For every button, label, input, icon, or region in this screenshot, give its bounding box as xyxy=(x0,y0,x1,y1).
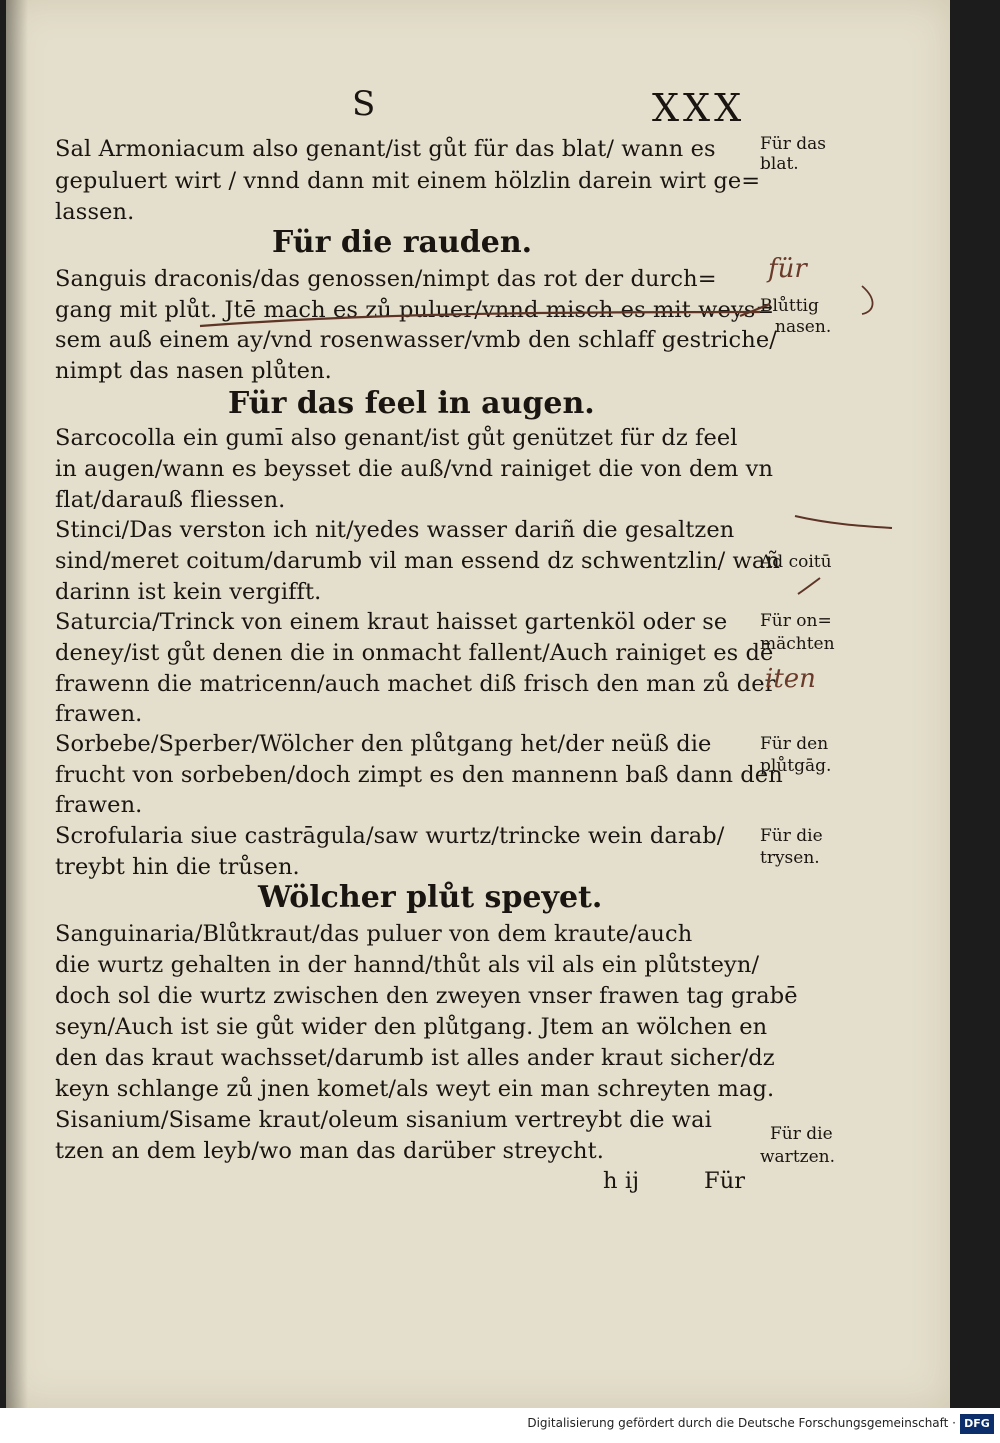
handwritten-note: für xyxy=(768,254,807,284)
margin-note: Für on= xyxy=(760,611,832,631)
text-line: Sal Armoniacum also genant/ist gůt für das blat/ wann es xyxy=(55,136,716,162)
text-line: keyn schlange zů jnen komet/als weyt ein man schreyten mag. xyxy=(55,1076,775,1102)
text-line: treybt hin die trůsen. xyxy=(55,854,300,880)
text-line: flat/darauß fliessen. xyxy=(55,487,286,513)
text-line: gepuluert wirt / vnnd dann mit einem hölzlin darein wirt ge= xyxy=(55,168,761,194)
margin-note: Für die xyxy=(760,826,823,846)
catchword: Für xyxy=(704,1168,746,1194)
text-line: Sanguis draconis/das genossen/nimpt das rot der durch= xyxy=(55,266,717,292)
text-line: in augen/wann es beysset die auß/vnd rainiget die von dem vn xyxy=(55,456,774,482)
text-line: nimpt das nasen plůten. xyxy=(55,358,332,384)
text-line: doch sol die wurtz zwischen den zweyen vnser frawen tag grabē xyxy=(55,983,798,1009)
margin-note: mächten xyxy=(760,634,835,654)
dfg-logo: DFG xyxy=(960,1414,994,1434)
margin-note: Blůttig xyxy=(760,296,819,316)
margin-note: Für die xyxy=(770,1124,833,1144)
text-line: die wurtz gehalten in der hannd/thůt als vil als ein plůtsteyn/ xyxy=(55,952,760,978)
margin-note: nasen. xyxy=(775,317,832,337)
margin-note: trysen. xyxy=(760,848,820,868)
text-line: Scrofularia siue castrāgula/saw wurtz/trincke wein darab/ xyxy=(55,823,725,849)
funding-credit: Digitalisierung gefördert durch die Deutsche Forschungsgemeinschaft · xyxy=(527,1416,956,1430)
text-line: frawen. xyxy=(55,701,143,727)
text-line: sind/meret coitum/darumb vil man essend dz schwentzlin/ wañ xyxy=(55,548,780,574)
section-heading: Wölcher plůt speyet. xyxy=(258,880,603,915)
text-line: frawen. xyxy=(55,792,143,818)
text-line: den das kraut wachsset/darumb ist alles ander kraut sicher/dz xyxy=(55,1045,775,1071)
text-line: lassen. xyxy=(55,199,135,225)
text-line: Sanguinaria/Blůtkraut/das puluer von dem kraute/auch xyxy=(55,921,693,947)
text-line: seyn/Auch ist sie gůt wider den plůtgang. Jtem an wölchen en xyxy=(55,1014,768,1040)
margin-note: wartzen. xyxy=(760,1147,836,1167)
quire-signature: S xyxy=(352,84,376,124)
signature-mark: h ij xyxy=(603,1168,640,1194)
text-line: tzen an dem leyb/wo man das darüber streycht. xyxy=(55,1138,605,1164)
text-line: deney/ist gůt denen die in onmacht fallent/Auch rainiget es dē xyxy=(55,640,774,666)
margin-note: Für den xyxy=(760,734,829,754)
text-line: frucht von sorbeben/doch zimpt es den mannenn baß dann den xyxy=(55,762,783,788)
footer-bar xyxy=(0,1408,1000,1443)
text-line: gang mit plůt. Jtē mach es zů puluer/vnnd misch es mit weys= xyxy=(55,297,775,323)
folio-number: XXX xyxy=(652,86,746,130)
text-line: sem auß einem ay/vnd rosenwasser/vmb den schlaff gestriche/ xyxy=(55,327,777,353)
handwritten-note: iten xyxy=(765,664,816,694)
margin-note: Ad coitū xyxy=(760,552,832,572)
text-line: darinn ist kein vergifft. xyxy=(55,579,322,605)
text-line: frawenn die matricenn/auch machet diß frisch den man zů der xyxy=(55,671,776,697)
margin-note: Für das xyxy=(760,134,827,154)
margin-note: blat. xyxy=(760,154,799,174)
margin-note: plůtgāg. xyxy=(760,756,832,776)
text-line: Sarcocolla ein gumī also genant/ist gůt genützet für dz feel xyxy=(55,425,738,451)
text-line: Stinci/Das verston ich nit/yedes wasser dariñ die gesaltzen xyxy=(55,517,735,543)
text-line: Sorbebe/Sperber/Wölcher den plůtgang het/der neüß die xyxy=(55,731,712,757)
text-line: Sisanium/Sisame kraut/oleum sisanium vertreybt die wai xyxy=(55,1107,712,1133)
text-line: Saturcia/Trinck von einem kraut haisset gartenköl oder se xyxy=(55,609,728,635)
section-heading: Für die rauden. xyxy=(272,225,533,260)
section-heading: Für das feel in augen. xyxy=(228,386,595,421)
